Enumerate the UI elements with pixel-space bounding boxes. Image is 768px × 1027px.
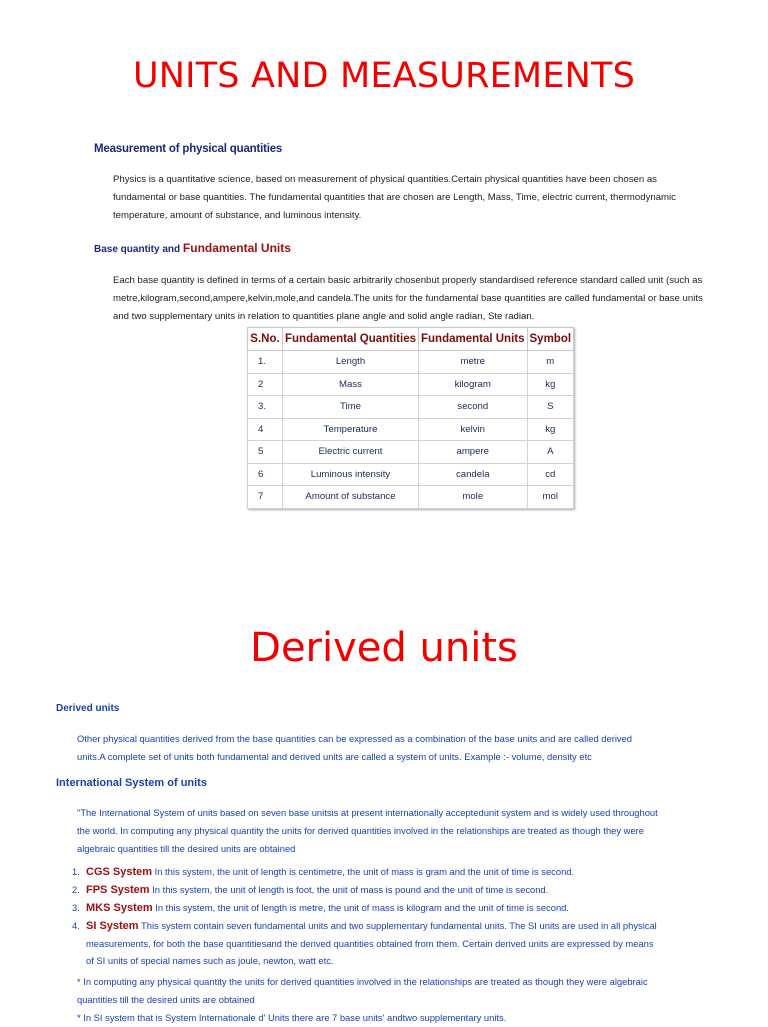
table-cell: mole — [419, 486, 528, 509]
paragraph — [77, 730, 632, 766]
system-name: MKS System — [86, 902, 153, 914]
table-row — [248, 351, 574, 374]
paragraph-line: temperature, amount of substance, and luminous intensity. — [113, 210, 362, 221]
note-line: * In SI system that is System Internationale d' Units there are 7 base units' andtwo supplementary units. — [77, 1012, 507, 1023]
table-cell: ampere — [419, 441, 528, 464]
list-continuation: of SI units of special names such as joule, newton, watt etc. — [86, 955, 334, 966]
table-cell: 6 — [248, 463, 283, 486]
list-text: In this system, the unit of length is centimetre, the unit of mass is gram and the unit of time is second. — [152, 866, 575, 877]
table-cell: second — [419, 396, 528, 419]
paragraph — [113, 171, 676, 225]
table-row — [248, 486, 574, 509]
system-name: SI System — [86, 920, 139, 932]
systems-list — [72, 863, 657, 969]
table-cell: Temperature — [283, 418, 419, 441]
table-cell: cd — [527, 463, 574, 486]
list-item — [72, 863, 657, 881]
section-heading: Derived units — [56, 703, 120, 714]
paragraph-line: fundamental or base quantities. The fundamental quantities that are chosen are Length, Mass, Time, electric current, thermodynamic — [113, 192, 676, 203]
section-heading — [94, 241, 291, 255]
list-item — [72, 899, 657, 917]
column-header: S.No. — [248, 328, 283, 351]
table-row — [248, 373, 574, 396]
list-item — [72, 881, 657, 899]
paragraph-line: and two supplementary units in relation to quantities plane angle and solid angle radian, Ste radian. — [113, 311, 535, 322]
table-cell: 5 — [248, 441, 283, 464]
table-cell: kg — [527, 373, 574, 396]
note-line: * In computing any physical quantity the units for derived quantities involved in the relationships are treated as though they were algebraic — [77, 976, 648, 987]
table-cell: Mass — [283, 373, 419, 396]
system-name: FPS System — [86, 884, 150, 896]
paragraph-line: algebraic quantities till the desired units are obtained — [77, 843, 296, 854]
table-cell: Amount of substance — [283, 486, 419, 509]
list-text: In this system, the unit of length is metre, the unit of mass is kilogram and the unit of time is second. — [152, 902, 569, 913]
paragraph-line: Physics is a quantitative science, based on measurement of physical quantities.Certain physical quantities have been chosen as — [113, 174, 657, 185]
section-heading: International System of units — [56, 777, 207, 789]
table-cell: kg — [527, 418, 574, 441]
section-heading: Measurement of physical quantities — [94, 143, 283, 155]
list-number: 1. — [72, 866, 80, 877]
slide-title: Derived units — [250, 625, 518, 671]
table-row — [248, 441, 574, 464]
table-cell: Luminous intensity — [283, 463, 419, 486]
list-number: 4. — [72, 920, 80, 931]
table-row — [248, 396, 574, 419]
table-cell: m — [527, 351, 574, 374]
table-cell: A — [527, 441, 574, 464]
paragraph-line: "The International System of units based on seven base unitsis at present internationally acceptedunit system and is widely used throughout — [77, 807, 658, 818]
column-header: Symbol — [527, 328, 574, 351]
heading-highlight: Fundamental Units — [182, 241, 291, 255]
paragraph-line: units.A complete set of units both fundamental and derived units are called a system of units. Example :- volume, density etc — [77, 751, 592, 762]
list-text: In this system, the unit of length is foot, the unit of mass is pound and the unit of time is second. — [149, 884, 549, 895]
paragraph-line: Each base quantity is defined in terms of a certain basic arbitrarily chosenbut properly standardised reference standard called unit (such as — [113, 275, 703, 286]
notes — [77, 973, 648, 1027]
units-table — [247, 327, 574, 509]
note-line: quantities till the desired units are obtained — [77, 994, 255, 1005]
table-cell: kelvin — [419, 418, 528, 441]
table-cell: S — [527, 396, 574, 419]
table-cell: metre — [419, 351, 528, 374]
list-continuation: measurements, for both the base quantitiesand the derived quantities obtained from them. Certain derived units are expressed by means — [86, 938, 654, 949]
table-cell: Time — [283, 396, 419, 419]
table-cell: kilogram — [419, 373, 528, 396]
paragraph-line: metre,kilogram,second,ampere,kelvin,mole,and candela.The units for the fundamental base quantities are called fundamental or base units — [113, 293, 703, 304]
units-table-container — [247, 327, 574, 509]
table-cell: candela — [419, 463, 528, 486]
table-cell: 1. — [248, 351, 283, 374]
table-cell: Electric current — [283, 441, 419, 464]
table-cell: 4 — [248, 418, 283, 441]
table-header-row — [248, 328, 574, 351]
table-row — [248, 463, 574, 486]
paragraph-line: the world. In computing any physical quantity the units for derived quantities involved in the relationships are treated as though they were — [77, 825, 644, 836]
table-row — [248, 418, 574, 441]
table-cell: mol — [527, 486, 574, 509]
list-item — [72, 917, 657, 935]
system-name: CGS System — [86, 866, 153, 878]
table-cell: 2 — [248, 373, 283, 396]
heading-prefix: Base quantity and — [94, 244, 183, 255]
slide-title: UNITS AND MEASUREMENTS — [132, 56, 636, 96]
paragraph-line: Other physical quantities derived from the base quantities can be expressed as a combination of the base units and are called derived — [77, 733, 633, 744]
list-text: This system contain seven fundamental units and two supplementary fundamental units. The SI units are used in all physical — [138, 920, 657, 931]
paragraph — [113, 272, 703, 326]
column-header: Fundamental Units — [419, 328, 528, 351]
table-cell: 7 — [248, 486, 283, 509]
column-header: Fundamental Quantities — [283, 328, 419, 351]
list-number: 3. — [72, 902, 80, 913]
table-cell: Length — [283, 351, 419, 374]
table-cell: 3. — [248, 396, 283, 419]
paragraph — [77, 804, 658, 858]
list-number: 2. — [72, 884, 80, 895]
